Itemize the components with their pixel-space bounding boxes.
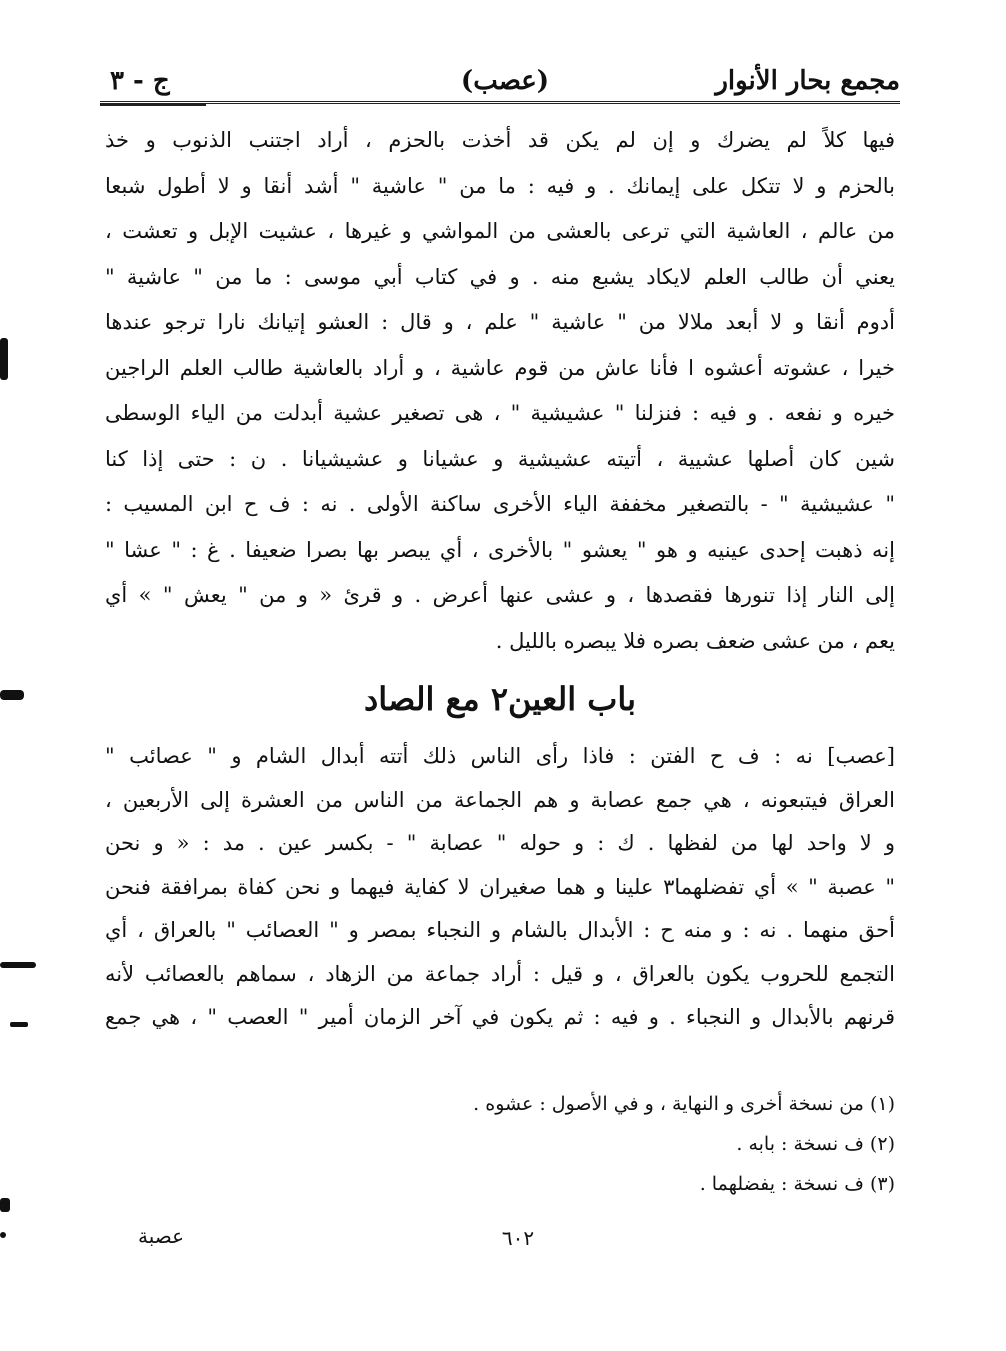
text-line: إلى النار إذا تنورها فقصدها ، و عشى عنها أعرض . و قرئ « و من " يعش " » أي bbox=[105, 583, 895, 607]
text-line: يعم ، من عشى ضعف بصره فلا يبصره بالليل . bbox=[495, 628, 895, 653]
margin-mark bbox=[10, 1022, 28, 1027]
main-text bbox=[105, 118, 895, 664]
text-line: خيرا ، عشوته أعشوه ا فأنا عاش من قوم عاشية ، و أراد بالعاشية طالب العلم الراجين bbox=[105, 355, 895, 380]
catchword: عصبة bbox=[138, 1224, 185, 1248]
text-line: العراق فيتبعونه ، هي جمع عصابة و هم الجماعة من الناس من العشرة إلى الأربعين ، bbox=[105, 787, 895, 812]
book-title: مجمع بحار الأنوار bbox=[715, 66, 900, 96]
text-line: من عالم ، العاشية التي ترعى بالعشى من المواشي و غيرها ، عشيت الإبل و تعشت ، bbox=[105, 219, 895, 243]
text-line: شين كان أصلها عشيية ، أتيته عشيشية و عشيانا و عشيشيانا . ن : حتى إذا كنا bbox=[105, 446, 895, 471]
text-line: يعني أن طالب العلم لايكاد يشبع منه . و في كتاب أبي موسى : ما من " عاشية " bbox=[105, 264, 895, 289]
page-number: ٦٠٢ bbox=[501, 1226, 535, 1250]
text-line: أدوم أنقا و لا أبعد ملالا من " عاشية " علم ، و قال : العشو إتيانك نارا ترجو عندها bbox=[105, 310, 895, 334]
margin-mark bbox=[0, 1232, 6, 1238]
text-line: [عصب] نه : ف ح الفتن : فاذا رأى الناس ذلك أتته أبدال الشام و " عصائب " bbox=[105, 744, 895, 768]
margin-mark bbox=[0, 1198, 10, 1212]
section-text bbox=[105, 735, 895, 1040]
entry-word: (عصب) bbox=[460, 66, 550, 96]
text-line: " عصبة " » أي تفضلهما٣ علينا و هما صغيران لا كفاية فيهما و نحن كفاة بمرافقة فنحن bbox=[105, 874, 895, 899]
header-rule-accent bbox=[100, 104, 206, 106]
margin-mark bbox=[0, 338, 8, 380]
text-line: قرنهم بالأبدال و النجباء . و فيه : ثم يكون في آخر الزمان أمير " العصب " ، هي جمع bbox=[105, 1005, 895, 1029]
margin-mark bbox=[0, 690, 24, 700]
text-line: أحق منهما . نه : و منه ح : الأبدال بالشام و النجباء بمصر و " العصائب " بالعراق ، أي bbox=[105, 918, 895, 942]
text-line: خيره و نفعه . و فيه : فنزلنا " عشيشية " ، هى تصغير عشية أبدلت من الياء الوسطى bbox=[105, 401, 895, 425]
footnote: (٣) ف نسخة : يفضلهما . bbox=[699, 1173, 895, 1195]
header-rule bbox=[100, 101, 900, 104]
volume-label: ج - ٣ bbox=[110, 66, 170, 96]
page-header bbox=[100, 52, 900, 96]
footnote: (٢) ف نسخة : بابه . bbox=[736, 1133, 895, 1155]
text-line: التجمع للحروب يكون بالعراق ، و قيل : أراد جماعة من الزهاد ، سماهم بالعصائب لأنه bbox=[105, 961, 895, 986]
text-line: إنه ذهبت إحدى عينيه و هو " يعشو " بالأخرى ، أي يبصر بها بصرا ضعيفا . غ : " عشا " bbox=[105, 537, 895, 562]
section-heading: باب العين٢ مع الصاد bbox=[363, 680, 637, 718]
margin-mark bbox=[0, 962, 36, 968]
text-line: و لا واحد لها من لفظها . ك : و حوله " عصابة " - بكسر عين . مد : « و نحن bbox=[105, 831, 895, 855]
footnote: (١) من نسخة أخرى و النهاية ، و في الأصول : عشوه . bbox=[473, 1093, 895, 1115]
text-line: " عشيشية " - بالتصغير مخففة الياء الأخرى ساكنة الأولى . نه : ف ح ابن المسيب : bbox=[105, 492, 895, 516]
footnotes bbox=[300, 1084, 895, 1204]
text-line: بالحزم و لا تتكل على إيمانك . و فيه : ما من " عاشية " أشد أنقا و لا أطول شبعا bbox=[105, 173, 895, 198]
text-line: فيها كلاً لم يضرك و إن لم يكن قد أخذت بالحزم ، أراد اجتنب الذنوب و خذ bbox=[105, 128, 895, 152]
